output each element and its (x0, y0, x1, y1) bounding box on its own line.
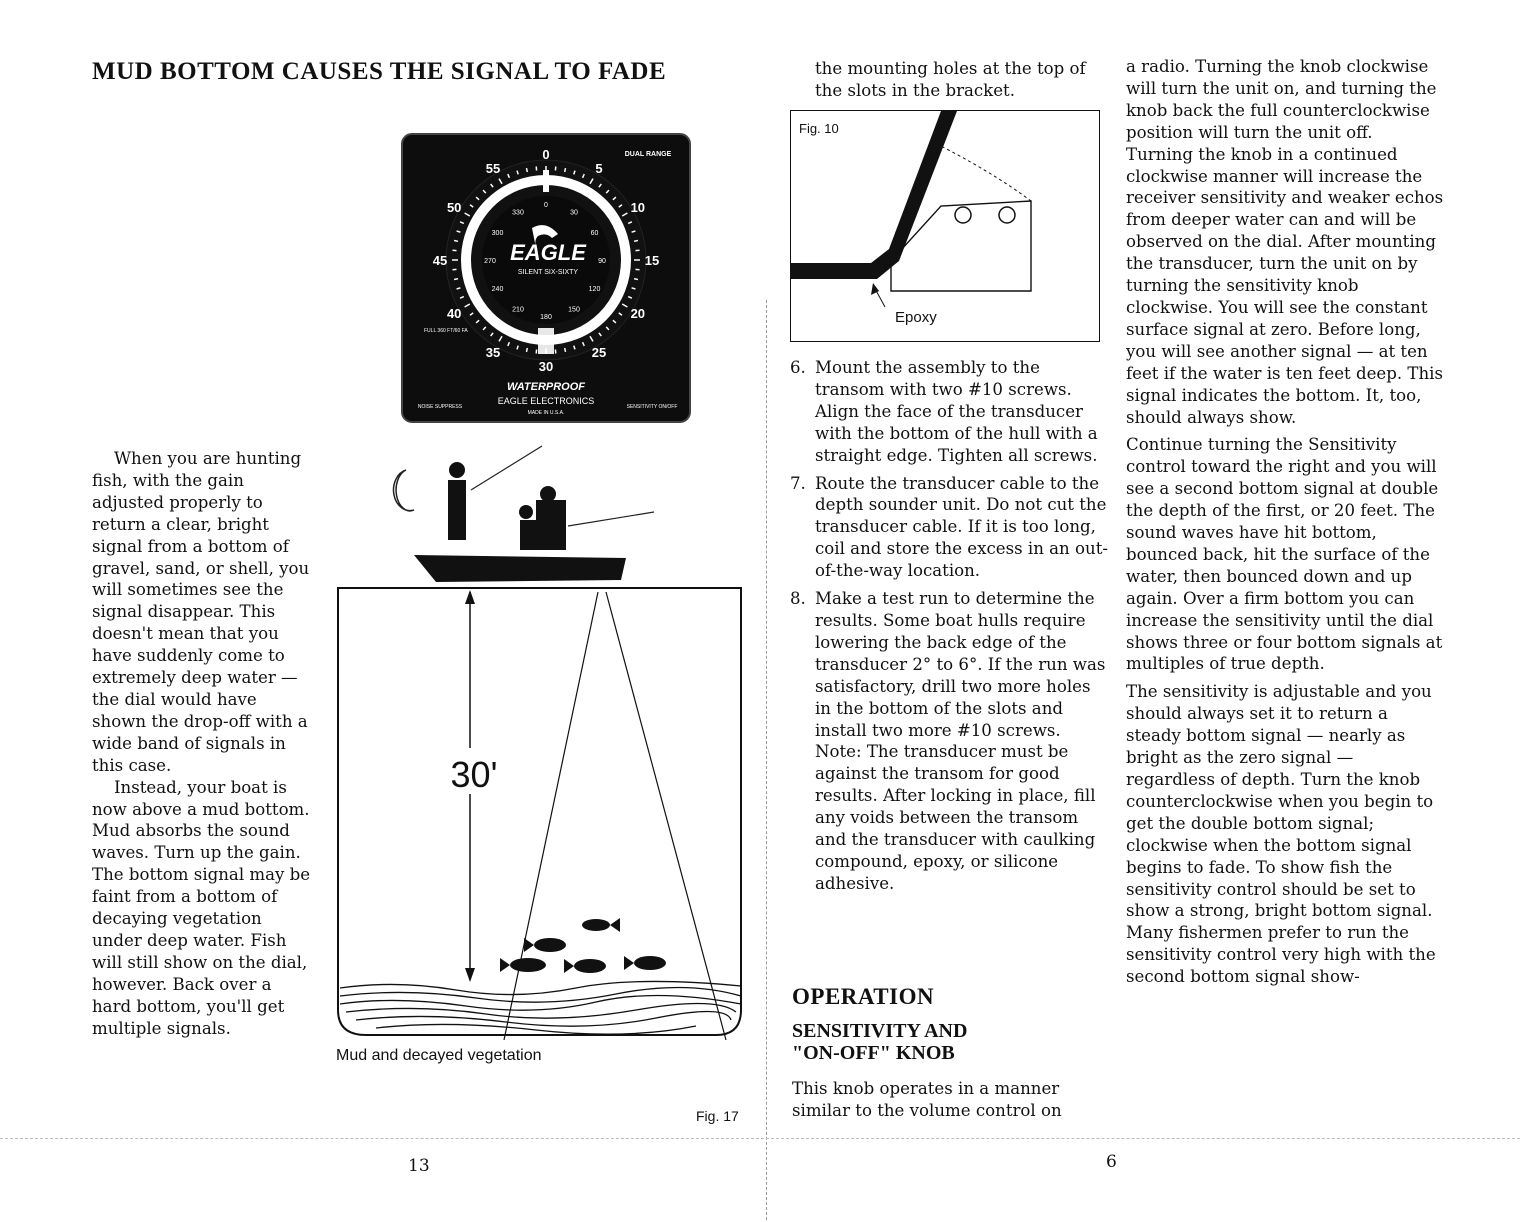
dual-range-label: DUAL RANGE (624, 151, 672, 158)
dial-tick (634, 241, 638, 242)
boat-sonar-svg (336, 440, 756, 1040)
boat-icon (414, 555, 626, 582)
dial-inner-label: 330 (512, 209, 524, 217)
subheading-line-1: SENSITIVITY AND (792, 1020, 968, 1042)
dial-tick (634, 279, 638, 280)
moon-icon (394, 470, 414, 511)
dial-inner-label: 0 (544, 202, 548, 209)
dial-inner-label: 270 (484, 258, 496, 265)
left-page-heading: MUD BOTTOM CAUSES THE SIGNAL TO FADE (92, 58, 667, 85)
step-text: Mount the assembly to the transom with two #10 screws. Align the face of the transducer with the bottom of the hull with a straight edge. Tighten all screws. (815, 358, 1098, 465)
brand-label: EAGLE (510, 240, 586, 265)
page-gutter (766, 300, 767, 1220)
dial-outer-label: 10 (630, 200, 646, 215)
dial-outer-label: 45 (432, 253, 448, 268)
dial-outer-label: 5 (595, 161, 603, 177)
dial-tick (454, 241, 458, 242)
left-text-column (92, 448, 312, 1039)
dial-outer-label: 30 (538, 359, 554, 374)
steps-list (790, 357, 1108, 901)
fig10-epoxy-label: Epoxy (895, 309, 937, 326)
dial-tick (454, 279, 458, 280)
operation-heading: OPERATION (792, 984, 935, 1009)
maker-label: EAGLE ELECTRONICS (497, 396, 595, 406)
dial-outer-label: 0 (542, 147, 550, 162)
dial-tick (527, 168, 528, 172)
sensitivity-subheading (792, 1020, 1092, 1064)
dial-inner-label: 60 (590, 230, 599, 237)
dial-inner-label: 30 (570, 209, 578, 217)
right-col1-intro: the mounting holes at the top of the slots in the bracket. (815, 59, 1086, 100)
right-paragraph-2: Continue turning the Sensitivity control toward the right and you will see a second bottom signal at double the depth of the first, or 20 feet. The sound waves have hit bottom, bounced back, hit the surface of the water, then bounced down and up again. Over a firm bottom you can increase the sensitivity until the dial shows three or four bottom signals at multiples of true depth. (1126, 435, 1443, 674)
dial-svg (400, 132, 692, 424)
fishing-rod-icon (471, 446, 542, 490)
dial-outer-label: 50 (446, 200, 462, 215)
dial-tick (527, 348, 528, 352)
dial-tick (565, 168, 566, 172)
bottom-rule (0, 1138, 1520, 1139)
subheading-line-2: "ON-OFF" KNOB (792, 1042, 955, 1064)
model-label: SILENT SIX-SIXTY (517, 269, 579, 276)
full-scale-label: FULL 360 FT/60 FA (424, 328, 468, 334)
dial-inner-label: 90 (598, 258, 606, 265)
step-item (790, 473, 1108, 583)
step-item (790, 357, 1108, 467)
left-page-number: 13 (408, 1156, 430, 1176)
right-text-column-2 (1126, 56, 1444, 988)
boat-sonar-figure (336, 440, 756, 1040)
fig10-svg (791, 111, 1099, 341)
dial-outer-label: 35 (485, 344, 501, 360)
dial-inner-label: 210 (512, 306, 524, 314)
dial-inner-label: 150 (568, 306, 580, 314)
dial-inner-label: 300 (491, 230, 504, 237)
dial-outer-label: 20 (630, 306, 646, 321)
left-paragraph-2: Instead, your boat is now above a mud bottom. Mud absorbs the sound waves. Turn up the gain. The bottom signal may be faint from a bottom of decaying vegetation under deep water. Fish will still show on the dial, however. Back over a hard bottom, you'll get multiple signals. (92, 777, 311, 1038)
sensitivity-label: SENSITIVITY ON/OFF (626, 404, 678, 410)
step-text: Route the transducer cable to the depth sounder unit. Do not cut the transducer cable. If it is too long, coil and store the excess in an out-of-the-way location. (815, 473, 1108, 581)
right-page-number: 6 (1106, 1152, 1117, 1172)
depth-label: 30' (450, 754, 498, 795)
dial-outer-label: 55 (485, 161, 501, 177)
waterproof-label: WATERPROOF (506, 381, 586, 393)
noise-suppress-label: NOISE SUPPRESS (417, 404, 463, 410)
dial-tick (565, 348, 566, 352)
dial-outer-label: 15 (644, 253, 660, 268)
figure-17-label: Fig. 17 (696, 1108, 739, 1124)
dial-inner-label: 180 (540, 314, 552, 321)
fig10-label: Fig. 10 (799, 121, 839, 136)
figure-caption: Mud and decayed vegetation (336, 1047, 542, 1064)
step-number: 8. (790, 589, 806, 609)
step-item (790, 588, 1108, 895)
dial-outer-label: 40 (446, 306, 462, 321)
step-number: 6. (790, 358, 806, 377)
dial-inner-label: 240 (491, 286, 504, 293)
fig10-box (790, 110, 1100, 342)
dial-inner-label: 120 (588, 286, 601, 293)
fish-icons (500, 918, 666, 973)
made-in-label: MADE IN U.S.A. (527, 410, 565, 416)
eagle-dial-figure (400, 132, 692, 424)
dial-outer-label: 25 (591, 344, 607, 360)
right-paragraph-1: a radio. Turning the knob clockwise will turn the unit on, and turning the knob back the full counterclockwise position will turn the unit off. Turning the knob in a continued clockwise manner will increase the receiver sensitivity and weaker echos from deeper water can and will be observed on the dial. After mounting the transducer, turn the unit on by turning the sensitivity knob clockwise. You will see the constant surface signal at zero. Before long, you will see another signal — at ten feet if the water is ten feet deep. This signal indicates the bottom. It, too, should always show. (1126, 57, 1444, 427)
step-number: 7. (790, 473, 806, 493)
left-paragraph-1: When you are hunting fish, with the gain adjusted properly to return a clear, bright signal from a bottom of gravel, sand, or shell, you will sometimes see the signal disappear. This doesn't mean that you have suddenly come to extremely deep water — the dial would have shown the drop-off with a wide band of signals in this case. (92, 449, 310, 775)
right-col1-outro: This knob operates in a manner similar to the volume control on (792, 1079, 1062, 1120)
step-text: Make a test run to determine the results. Some boat hulls require lowering the back edge of the transducer 2° to 6°. If the run was satisfactory, drill two more holes in the bottom of the slots and install two more #10 screws. Note: The transducer must be against the transom for good results. After locking in place, fill any voids between the transom and the transducer with caulking compound, epoxy, or silicone adhesive. (815, 589, 1106, 893)
right-paragraph-3: The sensitivity is adjustable and you should always set it to return a steady bottom signal — nearly as bright as the zero signal — regardless of depth. Turn the knob counterclockwise when you begin to get the double bottom signal; clockwise when the bottom signal begins to fade. To show fish the sensitivity control should be set to show a strong, bright bottom signal. Many fishermen prefer to run the sensitivity control very high with the second bottom signal show- (1126, 682, 1436, 987)
